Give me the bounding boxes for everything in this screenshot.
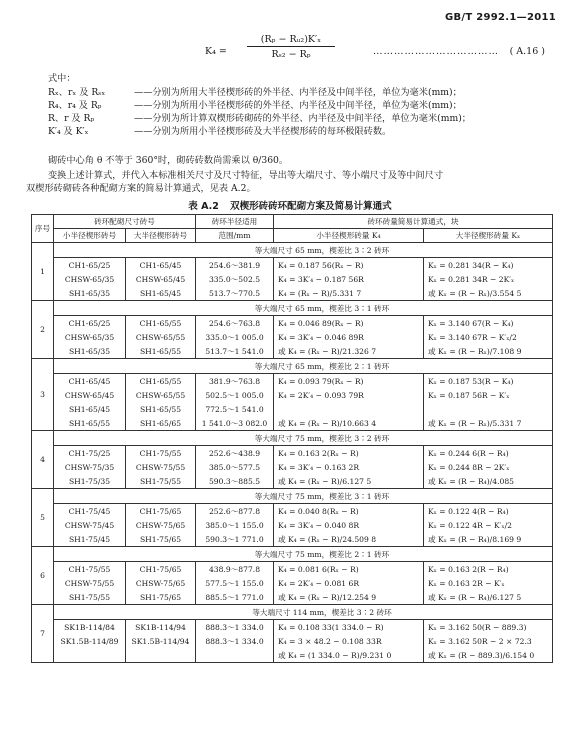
table-row xyxy=(32,330,553,344)
table-row xyxy=(32,620,553,635)
large-brick-cell xyxy=(126,648,196,663)
small-brick-cell: CHSW-75/35 xyxy=(54,460,126,474)
k-large-formula-cell: Kₓ = 0.244 6(R − R₄) xyxy=(424,446,553,461)
large-brick-cell: CHSW-65/55 xyxy=(126,330,196,344)
note-transform xyxy=(26,169,554,195)
definition-line xyxy=(48,99,554,112)
radius-range-cell xyxy=(196,648,274,663)
table-row xyxy=(32,416,553,431)
large-brick-cell: SH1-75/55 xyxy=(126,474,196,489)
k-large-formula-cell: 或 Kₓ = (R − R₄)/8.169 9 xyxy=(424,532,553,547)
definition-text: ——分别为所用小半径楔形砖的外半径、内半径及中间半径，单位为毫米(mm)； xyxy=(134,100,462,111)
small-brick-cell: CH1-65/25 xyxy=(54,258,126,273)
radius-range-cell: 252.6～438.9 xyxy=(196,446,274,461)
definition-text: ——分别为所用小半径楔形砖及大半径楔形砖的每环极限砖数。 xyxy=(134,126,392,137)
k-large-formula-cell: Kₓ = 0.163 2(R − R₄) xyxy=(424,562,553,577)
small-brick-cell: CH1-75/25 xyxy=(54,446,126,461)
equation-denominator: Rₛ₂ − Rₚ xyxy=(271,49,311,60)
radius-range-cell: 513.7～770.5 xyxy=(196,286,274,301)
k-large-formula-cell: Kₓ = 0.163 2R − K′ₓ xyxy=(424,576,553,590)
group-heading-row xyxy=(32,431,553,446)
table-row xyxy=(32,634,553,648)
large-brick-cell: SH1-75/65 xyxy=(126,532,196,547)
equation-number: ( A.16 ) xyxy=(509,46,545,57)
table-row xyxy=(32,402,553,416)
k-small-formula-cell: 或 K₄ = (Rₓ − R)/6.127 5 xyxy=(274,474,424,489)
table-row xyxy=(32,474,553,489)
table-row xyxy=(32,590,553,605)
definition-line xyxy=(48,86,554,99)
equation-numerator: (Rₚ − Rᵤ₂)K′ₓ xyxy=(247,34,335,47)
header-seq: 序号 xyxy=(32,215,54,243)
k-small-formula-cell: K₄ = 0.187 56(Rₓ − R) xyxy=(274,258,424,273)
large-brick-cell: CHSW-65/55 xyxy=(126,388,196,402)
radius-range-cell: 502.5～1 005.0 xyxy=(196,388,274,402)
k-large-formula-cell: Kₓ = 0.281 34R − 2K′ₓ xyxy=(424,272,553,286)
small-brick-cell: SH1-65/35 xyxy=(54,286,126,301)
definition-text: ——分别为所用大半径楔形砖的外半径、内半径及中间半径，单位为毫米(mm)； xyxy=(134,87,462,98)
table-title: 双楔形砖砖环配砌方案及简易计算通式 xyxy=(230,201,392,212)
where-label: 式中： xyxy=(48,73,76,84)
table-row xyxy=(32,446,553,461)
k-large-formula-cell xyxy=(424,402,553,416)
k-small-formula-cell: K₄ = (Rₓ − R)/5.331 7 xyxy=(274,286,424,301)
large-brick-cell: CH1-65/55 xyxy=(126,316,196,331)
standard-number: GB/T 2992.1—2011 xyxy=(444,12,556,23)
definition-line xyxy=(48,125,554,138)
small-brick-cell: CHSW-75/55 xyxy=(54,576,126,590)
definition-symbol: K′₄ 及 K′ₓ xyxy=(48,126,89,137)
note-line: 变换上述计算式，并代入本标准相关尺寸及尺寸特征，导出等大端尺寸、等小端尺寸及等中间尺寸 xyxy=(48,170,444,181)
radius-range-cell: 1 541.0～3 082.0 xyxy=(196,416,274,431)
table-row xyxy=(32,562,553,577)
k-small-formula-cell: 或 K₄ = (Rₓ − R)/24.509 8 xyxy=(274,532,424,547)
k-small-formula-cell: K₄ = 0.093 79(Rₓ − R) xyxy=(274,374,424,389)
radius-range-cell: 513.7～1 541.0 xyxy=(196,344,274,359)
table-row xyxy=(32,518,553,532)
header-radius-group: 砖环半径适用 xyxy=(196,215,274,229)
table-row xyxy=(32,316,553,331)
small-brick-cell: CH1-65/45 xyxy=(54,374,126,389)
radius-range-cell: 888.3～1 334.0 xyxy=(196,634,274,648)
group-index: 5 xyxy=(32,489,54,547)
group-heading: 等大端尺寸 65 mm，楔差比 3∶2 砖环 xyxy=(54,243,553,258)
k-small-formula-cell: K₄ = 0.081 6(Rₓ − R) xyxy=(274,562,424,577)
small-brick-cell xyxy=(54,648,126,663)
table-row xyxy=(32,532,553,547)
table-row xyxy=(32,272,553,286)
k-large-formula-cell: Kₓ = 3.140 67(R − K₄) xyxy=(424,316,553,331)
header-k-small: 小半径楔形砖量 K₄ xyxy=(274,229,424,243)
k-large-formula-cell: Kₓ = 0.244 8R − 2K′ₓ xyxy=(424,460,553,474)
small-brick-cell: SK1.5B-114/89 xyxy=(54,634,126,648)
equation-leader-dots: ……………………………… xyxy=(373,46,499,57)
radius-range-cell: 254.6～381.9 xyxy=(196,258,274,273)
k-large-formula-cell: Kₓ = 3.162 50R − 2 × 72.3 xyxy=(424,634,553,648)
radius-range-cell: 335.0～1 005.0 xyxy=(196,330,274,344)
radius-range-cell: 438.9～877.8 xyxy=(196,562,274,577)
header-range: 范围/mm xyxy=(196,229,274,243)
k-small-formula-cell: K₄ = 2K′₄ − 0.093 79R xyxy=(274,388,424,402)
group-heading-row xyxy=(32,605,553,620)
k-large-formula-cell: Kₓ = 0.187 56R − K′ₓ xyxy=(424,388,553,402)
k-small-formula-cell: K₄ = 0.163 2(Rₓ − R) xyxy=(274,446,424,461)
k-large-formula-cell: 或 Kₓ = (R − 889.3)/6.154 0 xyxy=(424,648,553,663)
small-brick-cell: SK1B-114/84 xyxy=(54,620,126,635)
radius-range-cell: 590.3～885.5 xyxy=(196,474,274,489)
group-heading-row xyxy=(32,489,553,504)
k-small-formula-cell: 或 K₄ = (1 334.0 − R)/9.231 0 xyxy=(274,648,424,663)
table-label: 表 A.2 xyxy=(188,201,219,212)
table-row xyxy=(32,576,553,590)
k-large-formula-cell: Kₓ = 0.281 34(R − K₄) xyxy=(424,258,553,273)
k-large-formula-cell: 或 Kₓ = (R − Rₓ)/7.108 9 xyxy=(424,344,553,359)
k-small-formula-cell xyxy=(274,402,424,416)
group-heading: 等大端尺寸 114 mm，楔差比 3∶2 砖环 xyxy=(54,605,553,620)
equation-lhs: K₄ = xyxy=(205,46,227,57)
k-small-formula-cell: K₄ = 3K′₄ − 0.046 89R xyxy=(274,330,424,344)
small-brick-cell: SH1-75/55 xyxy=(54,590,126,605)
group-heading: 等大端尺寸 65 mm，楔差比 2∶1 砖环 xyxy=(54,359,553,374)
k-small-formula-cell: K₄ = 0.108 33(1 334.0 − R) xyxy=(274,620,424,635)
large-brick-cell: SK1.5B-114/94 xyxy=(126,634,196,648)
table-row xyxy=(32,388,553,402)
header-k-large: 大半径楔形砖量 Kₓ xyxy=(424,229,553,243)
group-heading: 等大端尺寸 75 mm，楔差比 3∶1 砖环 xyxy=(54,489,553,504)
radius-range-cell: 888.3～1 334.0 xyxy=(196,620,274,635)
small-brick-cell: CHSW-65/45 xyxy=(54,388,126,402)
large-brick-cell: SH1-65/55 xyxy=(126,344,196,359)
group-heading-row xyxy=(32,359,553,374)
group-heading: 等大端尺寸 65 mm，楔差比 3∶1 砖环 xyxy=(54,301,553,316)
equation-a16 xyxy=(205,34,545,68)
header-formula-group: 砖环砖量简易计算通式，块 xyxy=(274,215,553,229)
small-brick-cell: SH1-65/55 xyxy=(54,416,126,431)
large-brick-cell: SH1-65/65 xyxy=(126,416,196,431)
table-body xyxy=(32,243,553,663)
large-brick-cell: CH1-75/55 xyxy=(126,446,196,461)
header-small-brick: 小半径楔形砖号 xyxy=(54,229,126,243)
table-caption xyxy=(0,198,580,212)
k-small-formula-cell: K₄ = 0.040 8(Rₓ − R) xyxy=(274,504,424,519)
table-row xyxy=(32,286,553,301)
table-row xyxy=(32,344,553,359)
k-large-formula-cell: Kₓ = 3.140 67R − K′ₓ/2 xyxy=(424,330,553,344)
k-large-formula-cell: 或 Kₓ = (R − R₄)/6.127 5 xyxy=(424,590,553,605)
k-large-formula-cell: Kₓ = 0.187 53(R − K₄) xyxy=(424,374,553,389)
definition-line xyxy=(48,112,554,125)
large-brick-cell: CHSW-75/65 xyxy=(126,518,196,532)
k-small-formula-cell: 或 K₄ = (Rₓ − R)/10.663 4 xyxy=(274,416,424,431)
small-brick-cell: CHSW-75/45 xyxy=(54,518,126,532)
table-header-row xyxy=(32,215,553,229)
group-index: 4 xyxy=(32,431,54,489)
large-brick-cell: CHSW-65/45 xyxy=(126,272,196,286)
small-brick-cell: SH1-65/45 xyxy=(54,402,126,416)
group-index: 1 xyxy=(32,243,54,301)
k-large-formula-cell: 或 Kₓ = (R − Rₓ)/3.554 5 xyxy=(424,286,553,301)
radius-range-cell: 381.9～763.8 xyxy=(196,374,274,389)
definition-symbol: R、r 及 Rₚ xyxy=(48,113,95,124)
small-brick-cell: SH1-75/45 xyxy=(54,532,126,547)
large-brick-cell: CH1-65/55 xyxy=(126,374,196,389)
small-brick-cell: SH1-65/35 xyxy=(54,344,126,359)
k-small-formula-cell: 或 K₄ = (Rₓ − R)/12.254 9 xyxy=(274,590,424,605)
k-small-formula-cell: K₄ = 3 × 48.2 − 0.108 33R xyxy=(274,634,424,648)
k-small-formula-cell: K₄ = 3K′₄ − 0.163 2R xyxy=(274,460,424,474)
small-brick-cell: CHSW-65/35 xyxy=(54,272,126,286)
definition-symbol: Rₓ、rₓ 及 Rₛₓ xyxy=(48,87,106,98)
header-brick-group: 砖环配砌尺寸砖号 xyxy=(54,215,196,229)
large-brick-cell: CHSW-75/65 xyxy=(126,576,196,590)
radius-range-cell: 885.5～1 771.0 xyxy=(196,590,274,605)
table-header-row xyxy=(32,229,553,243)
large-brick-cell: SK1B-114/94 xyxy=(126,620,196,635)
k-large-formula-cell: Kₓ = 0.122 4R − K′ₓ/2 xyxy=(424,518,553,532)
k-large-formula-cell: 或 Kₓ = (R − R₄)/4.085 xyxy=(424,474,553,489)
k-small-formula-cell: 或 K₄ = (Rₓ − R)/21.326 7 xyxy=(274,344,424,359)
large-brick-cell: CH1-75/65 xyxy=(126,504,196,519)
definitions-list xyxy=(48,86,554,138)
table-row xyxy=(32,504,553,519)
k-small-formula-cell: K₄ = 3K′₄ − 0.040 8R xyxy=(274,518,424,532)
group-index: 7 xyxy=(32,605,54,663)
group-index: 6 xyxy=(32,547,54,605)
large-brick-cell: CH1-75/65 xyxy=(126,562,196,577)
small-brick-cell: CH1-75/45 xyxy=(54,504,126,519)
group-heading: 等大端尺寸 75 mm，楔差比 3∶2 砖环 xyxy=(54,431,553,446)
large-brick-cell: SH1-75/65 xyxy=(126,590,196,605)
radius-range-cell: 590.3～1 771.0 xyxy=(196,532,274,547)
small-brick-cell: CHSW-65/35 xyxy=(54,330,126,344)
equation-fraction xyxy=(247,34,335,60)
group-heading-row xyxy=(32,547,553,562)
radius-range-cell: 252.6～877.8 xyxy=(196,504,274,519)
group-heading-row xyxy=(32,301,553,316)
note-line: 双楔形砖砌砖各种配砌方案的简易计算通式，见表 A.2。 xyxy=(26,183,256,194)
group-index: 2 xyxy=(32,301,54,359)
table-row xyxy=(32,460,553,474)
brick-ring-table xyxy=(31,214,553,663)
group-heading: 等大端尺寸 75 mm，楔差比 2∶1 砖环 xyxy=(54,547,553,562)
radius-range-cell: 335.0～502.5 xyxy=(196,272,274,286)
small-brick-cell: CH1-65/25 xyxy=(54,316,126,331)
note-central-angle: 砌砖中心角 θ 不等于 360°时，砌砖砖数尚需乘以 θ/360。 xyxy=(48,155,289,166)
group-heading-row xyxy=(32,243,553,258)
k-small-formula-cell: K₄ = 3K′₄ − 0.187 56R xyxy=(274,272,424,286)
radius-range-cell: 385.0～577.5 xyxy=(196,460,274,474)
k-large-formula-cell: Kₓ = 3.162 50(R − 889.3) xyxy=(424,620,553,635)
radius-range-cell: 385.0～1 155.0 xyxy=(196,518,274,532)
k-large-formula-cell: 或 Kₓ = (R − Rₓ)/5.331 7 xyxy=(424,416,553,431)
definition-text: ——分别为所计算双楔形砖砌砖的外半径、内半径及中间半径，单位为毫米(mm)； xyxy=(134,113,471,124)
header-large-brick: 大半径楔形砖号 xyxy=(126,229,196,243)
definition-symbol: R₄、r₄ 及 Rₚ xyxy=(48,100,102,111)
radius-range-cell: 254.6～763.8 xyxy=(196,316,274,331)
small-brick-cell: CH1-75/55 xyxy=(54,562,126,577)
large-brick-cell: SH1-65/55 xyxy=(126,402,196,416)
large-brick-cell: SH1-65/45 xyxy=(126,286,196,301)
table-row xyxy=(32,258,553,273)
large-brick-cell: CH1-65/45 xyxy=(126,258,196,273)
k-small-formula-cell: K₄ = 2K′₄ − 0.081 6R xyxy=(274,576,424,590)
table-row xyxy=(32,648,553,663)
radius-range-cell: 772.5～1 541.0 xyxy=(196,402,274,416)
k-large-formula-cell: Kₓ = 0.122 4(R − R₄) xyxy=(424,504,553,519)
k-small-formula-cell: K₄ = 0.046 89(Rₓ − R) xyxy=(274,316,424,331)
large-brick-cell: CHSW-75/55 xyxy=(126,460,196,474)
radius-range-cell: 577.5～1 155.0 xyxy=(196,576,274,590)
table-row xyxy=(32,374,553,389)
group-index: 3 xyxy=(32,359,54,431)
small-brick-cell: SH1-75/35 xyxy=(54,474,126,489)
